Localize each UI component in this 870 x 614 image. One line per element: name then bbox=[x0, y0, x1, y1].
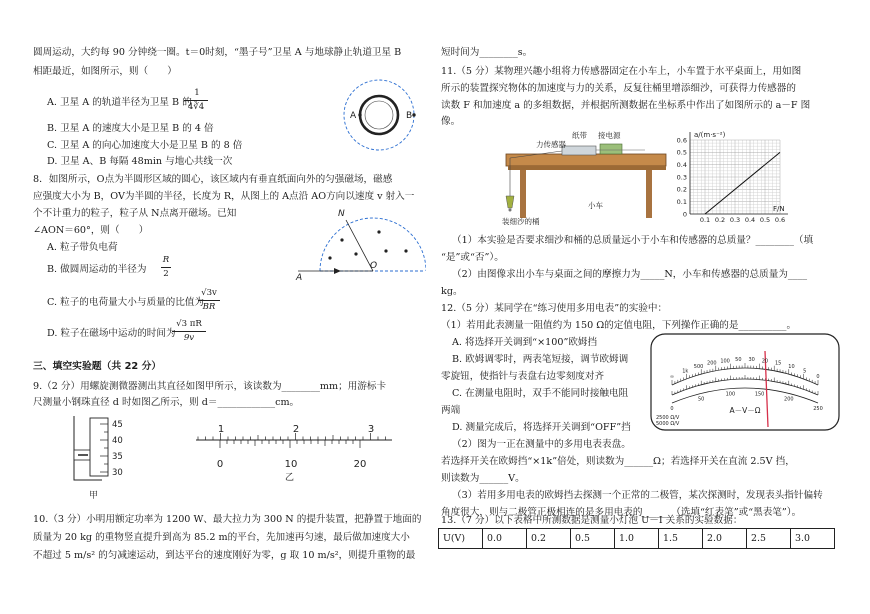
q11-sub1: （1）本实验是否要求细沙和桶的总质量远小于小车和传感器的总质量？________（填 bbox=[452, 235, 814, 246]
dial-ohm-label: 10 bbox=[788, 363, 795, 370]
table-cell: 2.0 bbox=[703, 529, 747, 549]
q8-option-c-numerator: √3v bbox=[201, 288, 217, 298]
multimeter-unit-label: A－V－Ω bbox=[729, 406, 761, 415]
q7-option-c: C. 卫星 A 的向心加速度大小是卫星 B 的 8 倍 bbox=[47, 140, 243, 151]
field-label-o: O bbox=[370, 261, 378, 271]
caliper-bottom-10: 10 bbox=[284, 459, 298, 470]
multimeter-rating-2: 2500 Ω/V bbox=[656, 415, 680, 421]
field-label-a: A bbox=[296, 273, 303, 282]
graph-x-tick-label: 0.4 bbox=[744, 216, 756, 224]
graph-y-tick-label: 0.5 bbox=[676, 148, 687, 157]
graph-y-tick-label: 0.4 bbox=[676, 160, 687, 169]
q12-option-b-line2: 零旋钮，使指针与表盘右边零刻度对齐 bbox=[441, 371, 605, 382]
table-cell: 0.5 bbox=[571, 529, 615, 549]
q10-text-line2: 质量为 20 kg 的重物竖直提升到高为 85.2 m的平台，先加速再匀速，最后做加速度大小 bbox=[33, 532, 410, 543]
q12-option-c-line2: 两端 bbox=[441, 405, 461, 416]
magnetic-field-figure bbox=[294, 206, 426, 282]
a-f-graph bbox=[670, 128, 794, 224]
graph-x-tick-label: 0.1 bbox=[699, 216, 711, 224]
dial-ohm-label: ∞ bbox=[669, 374, 675, 380]
q8-text-line3: 个不计重力的粒子，粒子从 N点离开磁场。已知 bbox=[33, 208, 237, 219]
q9-text-line2: 尺测量小钢珠直径 d 时如图乙所示，则 d＝____________cm。 bbox=[33, 397, 300, 408]
micrometer-tick-45: 45 bbox=[112, 420, 123, 430]
q7-option-d: D. 卫星 A、B 每隔 48min 与地心共线一次 bbox=[47, 156, 233, 167]
q8-option-c-denominator: BR bbox=[202, 302, 216, 312]
q13-text: 13.（7 分）以下表格中所测数据是测量小灯泡 U－I 关系的实验数据： bbox=[441, 515, 743, 526]
micrometer-caption: 甲 bbox=[89, 491, 99, 501]
multimeter-rating-1: 5000 Ω/V bbox=[656, 421, 680, 427]
dial-mid-label: 0 bbox=[670, 406, 674, 412]
apparatus-label-bucket: 装细沙的桶 bbox=[502, 217, 540, 226]
graph-y-tick-label: 0.3 bbox=[676, 173, 687, 182]
q8-option-b: B. 做圆周运动的半径为 bbox=[47, 264, 147, 275]
q8-option-b-numerator: R bbox=[162, 255, 170, 265]
table-row bbox=[439, 529, 835, 549]
q8-option-d: D. 粒子在磁场中运动的时间为 bbox=[47, 328, 176, 339]
q11-text-line4: 像。 bbox=[441, 116, 461, 127]
dial-ohm-label: 500 bbox=[693, 363, 704, 370]
q7-text-line1: 圆周运动，大约每 90 分钟绕一圈。t＝0时刻，“墨子号”卫星 A 与地球静止轨道卫星 B bbox=[33, 47, 402, 58]
caliper-bottom-20: 20 bbox=[353, 459, 367, 470]
q8-text-line4: ∠AON＝60°，则（ ） bbox=[33, 225, 149, 236]
q12-option-b-line1: B. 欧姆调零时，两表笔短接，调节欧姆调 bbox=[452, 354, 629, 365]
graph-y-tick-label: 0.2 bbox=[676, 185, 687, 194]
dial-ohm-label: 50 bbox=[735, 357, 742, 364]
q7-option-b: B. 卫星 A 的速度大小是卫星 B 的 4 倍 bbox=[47, 123, 214, 134]
q12-heading: 12.（5 分）某同学在“练习使用多用电表”的实验中： bbox=[441, 303, 668, 314]
graph-y-tick-label: 0 bbox=[682, 210, 687, 219]
q8-option-d-fraction-bar bbox=[172, 331, 206, 332]
q8-option-a: A. 粒子带负电荷 bbox=[47, 242, 118, 253]
table-cell: 1.5 bbox=[659, 529, 703, 549]
q11-text-line3: 读数 F 和加速度 a 的多组数据，并根据所测数据在坐标系中作出了如图所示的 a－F 图 bbox=[441, 100, 811, 111]
micrometer-tick-40: 40 bbox=[112, 436, 123, 446]
q11-text-line1: 11.（5 分）某物理兴趣小组将力传感器固定在小车上，小车置于水平桌面上，用如图 bbox=[441, 66, 802, 77]
apparatus-label-sensor: 力传感器 bbox=[536, 140, 566, 149]
table-cell: 3.0 bbox=[791, 529, 835, 549]
graph-x-tick-label: 0.3 bbox=[729, 216, 741, 224]
q12-option-c-line1: C. 在测量电阻时，双手不能同时接触电阻 bbox=[452, 388, 629, 399]
q13-data-table bbox=[438, 528, 835, 549]
dial-mid-label: 150 bbox=[754, 391, 765, 398]
q7-text-line2: 相距最近，如图所示，则（ ） bbox=[33, 66, 177, 77]
q12-option-a: A. 将选择开关调到“×100”欧姆挡 bbox=[452, 337, 598, 348]
dial-mid-label: 250 bbox=[813, 406, 823, 412]
q9-text-line1: 9.（2 分）用螺旋测微器测出其直径如图甲所示，该读数为________mm；用游标卡 bbox=[33, 381, 387, 392]
dial-mid-label: 200 bbox=[784, 396, 794, 403]
graph-y-tick-label: 0.6 bbox=[676, 136, 687, 145]
dial-ohm-label: 0 bbox=[816, 374, 820, 380]
q8-option-c: C. 粒子的电荷量大小与质量的比值为 bbox=[47, 297, 205, 308]
apparatus-label-power: 接电源 bbox=[598, 131, 621, 140]
graph-x-axis-label: F/N bbox=[773, 205, 785, 213]
dial-mid-label: 100 bbox=[725, 391, 736, 398]
dial-mid-label: 50 bbox=[698, 396, 705, 403]
q11-sub1b: “是”或“否”）。 bbox=[441, 252, 504, 263]
q10-text-line1: 10.（3 分）小明用额定功率为 1200 W、最大拉力为 300 N 的提升装置，把静置于地面的 bbox=[33, 514, 422, 525]
dial-ohm-label: 5 bbox=[803, 368, 807, 375]
q12-sub3a: （3）若用多用电表的欧姆挡去探测一个正常的二极管，某次探测时，发现表头指针偏转 bbox=[452, 490, 823, 501]
graph-x-tick-label: 0.2 bbox=[714, 216, 726, 224]
q10-text-line3: 不超过 5 m/s² 的匀减速运动，到达平台的速度刚好为零，g 取 10 m/s²，则提升重物的最 bbox=[33, 550, 416, 561]
q8-text-line1: 8．如图所示，O点为半圆形区域的圆心，该区域内有垂直纸面向外的匀强磁场，磁感 bbox=[33, 174, 393, 185]
graph-x-tick-label: 0.6 bbox=[774, 216, 786, 224]
caliper-bottom-0: 0 bbox=[216, 459, 224, 470]
graph-x-tick-label: 0.5 bbox=[759, 216, 771, 224]
field-label-n: N bbox=[338, 209, 345, 219]
orbit-figure bbox=[340, 76, 418, 154]
q12-sub2b: 若选择开关在欧姆挡“×1k”倍处，则读数为______Ω；若选择开关在直流 2.5V 挡， bbox=[441, 456, 795, 467]
micrometer-tick-30: 30 bbox=[112, 468, 123, 478]
orbit-label-b: B bbox=[406, 111, 413, 121]
q12-option-d: D. 测量完成后，将选择开关调到“OFF”挡 bbox=[452, 422, 631, 433]
multimeter-dial bbox=[650, 333, 840, 431]
graph-y-axis-label: a/(m·s⁻²) bbox=[694, 131, 726, 139]
q8-option-d-denominator: 9v bbox=[183, 333, 195, 343]
micrometer-tick-35: 35 bbox=[112, 452, 123, 462]
q12-sub3b: 角度很大，则与二极管正极相连的是多用电表的______（选填“红表笔”或“黑表笔”）。 bbox=[441, 507, 802, 518]
caliper-top-3: 3 bbox=[367, 424, 375, 435]
q7-option-a-denominator: 4∛4 bbox=[187, 102, 205, 112]
orbit-label-a: A bbox=[350, 111, 357, 121]
table-cell: 1.0 bbox=[615, 529, 659, 549]
caliper-caption: 乙 bbox=[285, 473, 295, 483]
q8-option-b-fraction-bar bbox=[161, 267, 171, 268]
q12-sub1: （1）若用此表测量一阻值约为 150 Ω的定值电阻，下列操作正确的是__________。 bbox=[441, 320, 797, 331]
graph-y-tick-label: 0.1 bbox=[676, 197, 687, 206]
q7-option-a-fraction-bar bbox=[184, 100, 208, 101]
table-cell: 2.5 bbox=[747, 529, 791, 549]
table-cell: 0.0 bbox=[483, 529, 527, 549]
q8-option-b-denominator: 2 bbox=[163, 269, 169, 279]
dial-ohm-label: 100 bbox=[720, 358, 730, 365]
q8-text-line2: 应强度大小为 B，OV为半圆的半径，长度为 R，从图上的 A点沿 AO方向以速度 v 射入一 bbox=[33, 191, 415, 202]
table-row-label: U(V) bbox=[439, 529, 483, 549]
q11-sub2b: kg。 bbox=[441, 286, 463, 297]
q7-option-a: A. 卫星 A 的轨道半径为卫星 B 的 bbox=[47, 97, 192, 108]
micrometer-figure bbox=[64, 410, 134, 492]
dial-ohm-label: 200 bbox=[707, 360, 717, 367]
apparatus-label-paper: 纸带 bbox=[572, 131, 587, 140]
caliper-top-2: 2 bbox=[292, 424, 300, 435]
caliper-top-1: 1 bbox=[217, 424, 225, 435]
apparatus-label-cart: 小车 bbox=[588, 201, 603, 210]
section-3-heading: 三、填空实验题（共 22 分） bbox=[33, 361, 162, 372]
cart-apparatus-figure bbox=[500, 128, 670, 228]
q11-sub2: （2）由图像求出小车与桌面之间的摩擦力为_____N，小车和传感器的总质量为____ bbox=[452, 269, 808, 280]
table-cell: 0.2 bbox=[527, 529, 571, 549]
q7-option-a-numerator: 1 bbox=[194, 88, 200, 98]
dial-ohm-label: 20 bbox=[761, 358, 769, 365]
dial-ohm-label: 1k bbox=[682, 368, 689, 375]
q11-text-line2: 所示的装置探究物体的加速度与力的关系，反复往桶里增添细沙，可获得力传感器的 bbox=[441, 83, 796, 94]
q10-continuation: 短时间为________s。 bbox=[441, 47, 533, 58]
q12-sub2c: 则读数为______V。 bbox=[441, 473, 525, 484]
q12-sub2: （2）图为一正在测量中的多用电表表盘。 bbox=[452, 439, 631, 450]
q8-option-c-fraction-bar bbox=[198, 300, 220, 301]
dial-ohm-label: 30 bbox=[748, 357, 755, 364]
q8-option-d-numerator: √3 πR bbox=[176, 319, 202, 329]
caliper-figure bbox=[194, 420, 394, 472]
dial-ohm-label: 15 bbox=[774, 360, 782, 367]
